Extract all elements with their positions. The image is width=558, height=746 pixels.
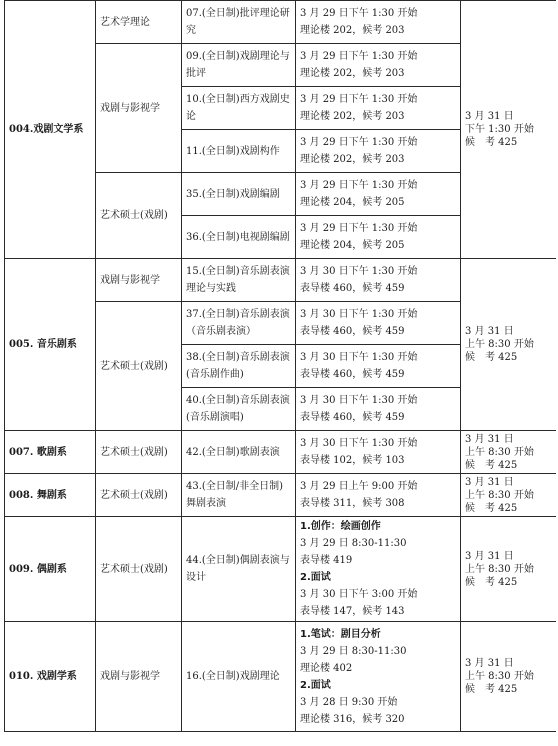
category-cell xyxy=(96,1,182,44)
exam-line: 3 月 30 日下午 3:00 开始 xyxy=(300,589,418,600)
interview-line: 候 考 425 xyxy=(465,459,518,471)
exam-section-heading: 1.笔试：剧目分析 xyxy=(300,628,381,640)
exam-line: 3 月 29 日下午 1:30 开始 xyxy=(300,8,418,19)
interview-line: 3 月 31 日 xyxy=(465,433,514,445)
interview-cell xyxy=(461,431,557,474)
exam-line: 3 月 29 日下午 1:30 开始 xyxy=(300,180,418,191)
category-cell xyxy=(96,173,182,259)
major-cell xyxy=(182,302,296,345)
exam-section-heading: 2.面试 xyxy=(300,679,331,691)
category-name: 艺术硕士(戏剧) xyxy=(100,446,168,458)
interview-line: 上午 8:30 开始 xyxy=(465,563,534,575)
exam-line: 理论楼 402 xyxy=(300,662,353,674)
exam-cell xyxy=(296,259,461,302)
major-name: 07.(全日制)批评理论研究 xyxy=(186,8,290,36)
interview-cell xyxy=(461,517,557,622)
major-cell xyxy=(182,1,296,44)
interview-line: 上午 8:30 开始 xyxy=(465,446,534,458)
major-name: 38.(全日制)音乐剧表演(音乐剧作曲) xyxy=(186,352,290,380)
exam-line: 理论楼 202，候考 203 xyxy=(300,154,405,165)
department-cell xyxy=(5,474,96,517)
department-name: 005. 音乐剧系 xyxy=(9,339,77,350)
exam-cell xyxy=(296,622,461,732)
interview-line: 候 考 425 xyxy=(465,352,518,363)
exam-line: 3 月 29 日下午 1:30 开始 xyxy=(300,137,418,148)
interview-line: 3 月 31 日 xyxy=(465,658,514,669)
category-name: 艺术硕士(戏剧) xyxy=(100,563,168,575)
exam-cell xyxy=(296,345,461,388)
exam-line: 3 月 30 日下午 1:30 开始 xyxy=(300,266,418,277)
interview-line: 3 月 31 日 xyxy=(465,476,514,488)
table-row xyxy=(5,1,557,44)
exam-line: 3 月 28 日 9:30 开始 xyxy=(300,696,398,708)
major-name: 40.(全日制)音乐剧表演(音乐剧演唱) xyxy=(186,395,290,423)
interview-line: 上午 8:30 开始 xyxy=(465,339,534,350)
major-cell xyxy=(182,474,296,517)
major-name: 35.(全日制)戏剧编剧 xyxy=(186,188,280,200)
exam-cell xyxy=(296,517,461,622)
major-name: 16.(全日制)戏剧理论 xyxy=(186,671,280,682)
major-name: 10.(全日制)西方戏剧史论 xyxy=(186,94,290,122)
table-row xyxy=(5,259,557,302)
exam-line: 3 月 30 日下午 1:30 开始 xyxy=(300,352,418,363)
category-cell xyxy=(96,44,182,173)
department-cell xyxy=(5,431,96,474)
exam-line: 理论楼 204，候考 205 xyxy=(300,197,405,208)
interview-line: 上午 8:30 开始 xyxy=(465,489,534,501)
exam-cell xyxy=(296,1,461,44)
exam-cell xyxy=(296,173,461,216)
schedule-sheet xyxy=(4,0,556,746)
interview-line: 候 考 425 xyxy=(465,137,518,148)
exam-line: 3 月 29 日下午 1:30 开始 xyxy=(300,223,418,234)
category-name: 戏剧与影视学 xyxy=(100,671,160,682)
exam-cell xyxy=(296,431,461,474)
department-cell xyxy=(5,517,96,622)
interview-cell xyxy=(461,622,557,732)
major-name: 11.(全日制)戏剧构作 xyxy=(186,145,280,157)
exam-line: 表导楼 102，候考 103 xyxy=(300,455,405,466)
exam-line: 3 月 29 日 8:30-11:30 xyxy=(300,538,407,549)
major-name: 44.(全日制)偶剧表演与设计 xyxy=(186,555,290,583)
interview-line: 下午 1:30 开始 xyxy=(465,124,534,135)
category-cell xyxy=(96,431,182,474)
category-cell xyxy=(96,302,182,431)
major-name: 36.(全日制)电视剧编剧 xyxy=(186,231,290,243)
department-cell xyxy=(5,1,96,259)
exam-line: 表导楼 460，候考 459 xyxy=(300,326,405,337)
exam-line: 3 月 30 日下午 1:30 开始 xyxy=(300,309,418,320)
major-cell xyxy=(182,345,296,388)
major-cell xyxy=(182,216,296,259)
schedule-body xyxy=(5,1,557,732)
department-cell xyxy=(5,259,96,431)
department-name: 009. 偶剧系 xyxy=(9,563,67,575)
exam-line: 理论楼 316，候考 320 xyxy=(300,713,405,725)
interview-line: 候 考 425 xyxy=(465,502,518,514)
exam-line: 理论楼 202，候考 203 xyxy=(300,25,405,36)
exam-schedule-table xyxy=(4,0,556,732)
exam-line: 3 月 30 日下午 1:30 开始 xyxy=(300,395,418,406)
exam-section-heading: 1.创作：绘画创作 xyxy=(300,521,381,532)
department-name: 007. 歌剧系 xyxy=(9,446,67,458)
interview-line: 上午 8:30 开始 xyxy=(465,671,534,682)
exam-line: 3 月 30 日下午 1:30 开始 xyxy=(300,438,418,449)
major-cell xyxy=(182,259,296,302)
interview-line: 候 考 425 xyxy=(465,576,518,588)
table-row xyxy=(5,517,557,622)
exam-cell xyxy=(296,44,461,87)
exam-line: 3 月 29 日上午 9:00 开始 xyxy=(300,481,418,492)
major-name: 09.(全日制)戏剧理论与批评 xyxy=(186,51,290,79)
interview-cell xyxy=(461,1,557,259)
exam-cell xyxy=(296,302,461,345)
interview-line: 3 月 31 日 xyxy=(465,111,514,122)
exam-line: 3 月 29 日 8:30-11:30 xyxy=(300,645,407,657)
exam-line: 表导楼 419 xyxy=(300,555,353,566)
category-cell xyxy=(96,622,182,732)
major-name: 15.(全日制)音乐剧表演理论与实践 xyxy=(186,266,290,294)
exam-line: 表导楼 460，候考 459 xyxy=(300,369,405,380)
table-row xyxy=(5,622,557,732)
table-row xyxy=(5,431,557,474)
department-name: 008. 舞剧系 xyxy=(9,489,67,501)
major-name: 43.(全日制/非全日制)舞剧表演 xyxy=(186,481,284,509)
exam-line: 理论楼 202，候考 203 xyxy=(300,111,405,122)
exam-line: 表导楼 147，候考 143 xyxy=(300,606,405,617)
exam-section-heading: 2.面试 xyxy=(300,572,331,583)
major-name: 42.(全日制)歌剧表演 xyxy=(186,446,280,458)
major-cell xyxy=(182,622,296,732)
category-name: 艺术硕士(戏剧) xyxy=(100,360,168,372)
table-row xyxy=(5,474,557,517)
category-name: 戏剧与影视学 xyxy=(100,102,160,114)
exam-line: 理论楼 204，候考 205 xyxy=(300,240,405,251)
exam-line: 理论楼 202，候考 203 xyxy=(300,68,405,79)
major-cell xyxy=(182,87,296,130)
major-cell xyxy=(182,130,296,173)
major-cell xyxy=(182,44,296,87)
interview-cell xyxy=(461,259,557,431)
exam-line: 3 月 29 日下午 1:30 开始 xyxy=(300,51,418,62)
exam-cell xyxy=(296,130,461,173)
exam-cell xyxy=(296,216,461,259)
category-cell xyxy=(96,474,182,517)
major-name: 37.(全日制)音乐剧表演（音乐剧表演） xyxy=(186,309,290,337)
interview-line: 候 考 425 xyxy=(465,684,518,695)
interview-line: 3 月 31 日 xyxy=(465,550,514,562)
major-cell xyxy=(182,173,296,216)
exam-cell xyxy=(296,388,461,431)
department-name: 010. 戏剧学系 xyxy=(9,671,77,682)
category-cell xyxy=(96,259,182,302)
category-cell xyxy=(96,517,182,622)
interview-line: 3 月 31 日 xyxy=(465,326,514,337)
exam-cell xyxy=(296,474,461,517)
exam-line: 表导楼 460，候考 459 xyxy=(300,283,405,294)
major-cell xyxy=(182,388,296,431)
department-cell xyxy=(5,622,96,732)
exam-line: 表导楼 460，候考 459 xyxy=(300,412,405,423)
major-cell xyxy=(182,517,296,622)
category-name: 戏剧与影视学 xyxy=(100,274,160,286)
exam-line: 3 月 29 日下午 1:30 开始 xyxy=(300,94,418,105)
department-name: 004.戏剧文学系 xyxy=(9,124,84,135)
interview-cell xyxy=(461,474,557,517)
category-name: 艺术硕士(戏剧) xyxy=(100,210,168,221)
major-cell xyxy=(182,431,296,474)
exam-line: 表导楼 311，候考 308 xyxy=(300,498,405,509)
category-name: 艺术学理论 xyxy=(100,16,150,28)
exam-cell xyxy=(296,87,461,130)
category-name: 艺术硕士(戏剧) xyxy=(100,489,168,501)
